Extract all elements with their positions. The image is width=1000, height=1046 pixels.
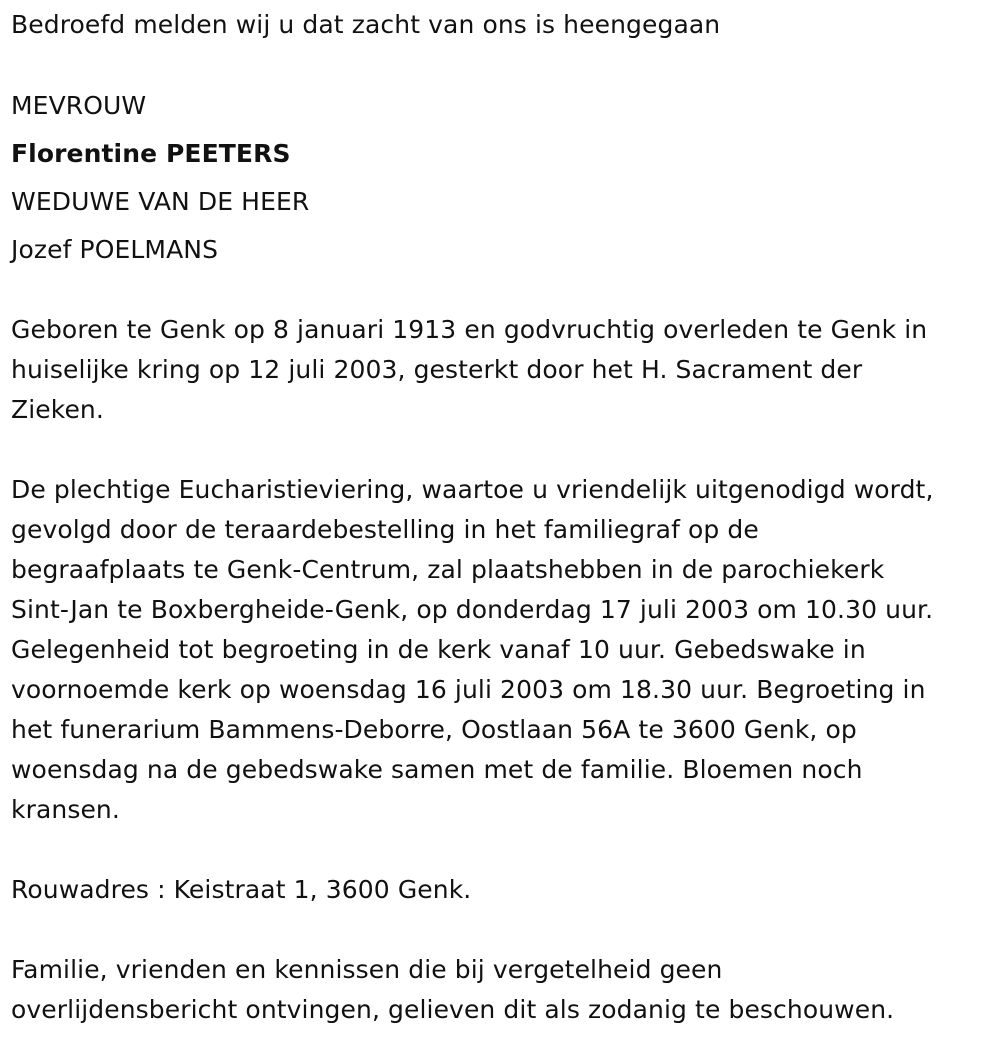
- closing-line: overlijdensbericht ontvingen, gelieven dit als zodanig te beschouwen.: [11, 995, 895, 1024]
- deceased-name: Florentine PEETERS: [11, 139, 291, 168]
- ceremony-line: voornoemde kerk op woensdag 16 juli 2003 om 18.30 uur. Begroeting in: [11, 675, 926, 704]
- spouse-name: Jozef POELMANS: [11, 235, 219, 264]
- birth-death-line: Zieken.: [11, 395, 104, 424]
- intro-text: Bedroefd melden wij u dat zacht van ons is heengegaan: [11, 10, 721, 39]
- ceremony-line: Sint-Jan te Boxbergheide-Genk, op donderdag 17 juli 2003 om 10.30 uur.: [11, 595, 934, 624]
- ceremony-line: het funerarium Bammens-Deborre, Oostlaan 56A te 3600 Genk, op: [11, 715, 857, 744]
- ceremony-line: kransen.: [11, 795, 120, 824]
- deceased-relation: WEDUWE VAN DE HEER: [11, 187, 310, 216]
- mourning-address: Rouwadres : Keistraat 1, 3600 Genk.: [11, 875, 472, 904]
- ceremony-line: begraafplaats te Genk-Centrum, zal plaatshebben in de parochiekerk: [11, 555, 885, 584]
- ceremony-line: Gelegenheid tot begroeting in de kerk vanaf 10 uur. Gebedswake in: [11, 635, 866, 664]
- ceremony-line: De plechtige Eucharistieviering, waartoe u vriendelijk uitgenodigd wordt,: [11, 475, 934, 504]
- birth-death-line: huiselijke kring op 12 juli 2003, gesterkt door het H. Sacrament der: [11, 355, 863, 384]
- deceased-title: MEVROUW: [11, 91, 147, 120]
- closing-line: Familie, vrienden en kennissen die bij vergetelheid geen: [11, 955, 723, 984]
- ceremony-line: woensdag na de gebedswake samen met de familie. Bloemen noch: [11, 755, 863, 784]
- birth-death-line: Geboren te Genk op 8 januari 1913 en godvruchtig overleden te Genk in: [11, 315, 928, 344]
- ceremony-line: gevolgd door de teraardebestelling in het familiegraf op de: [11, 515, 759, 544]
